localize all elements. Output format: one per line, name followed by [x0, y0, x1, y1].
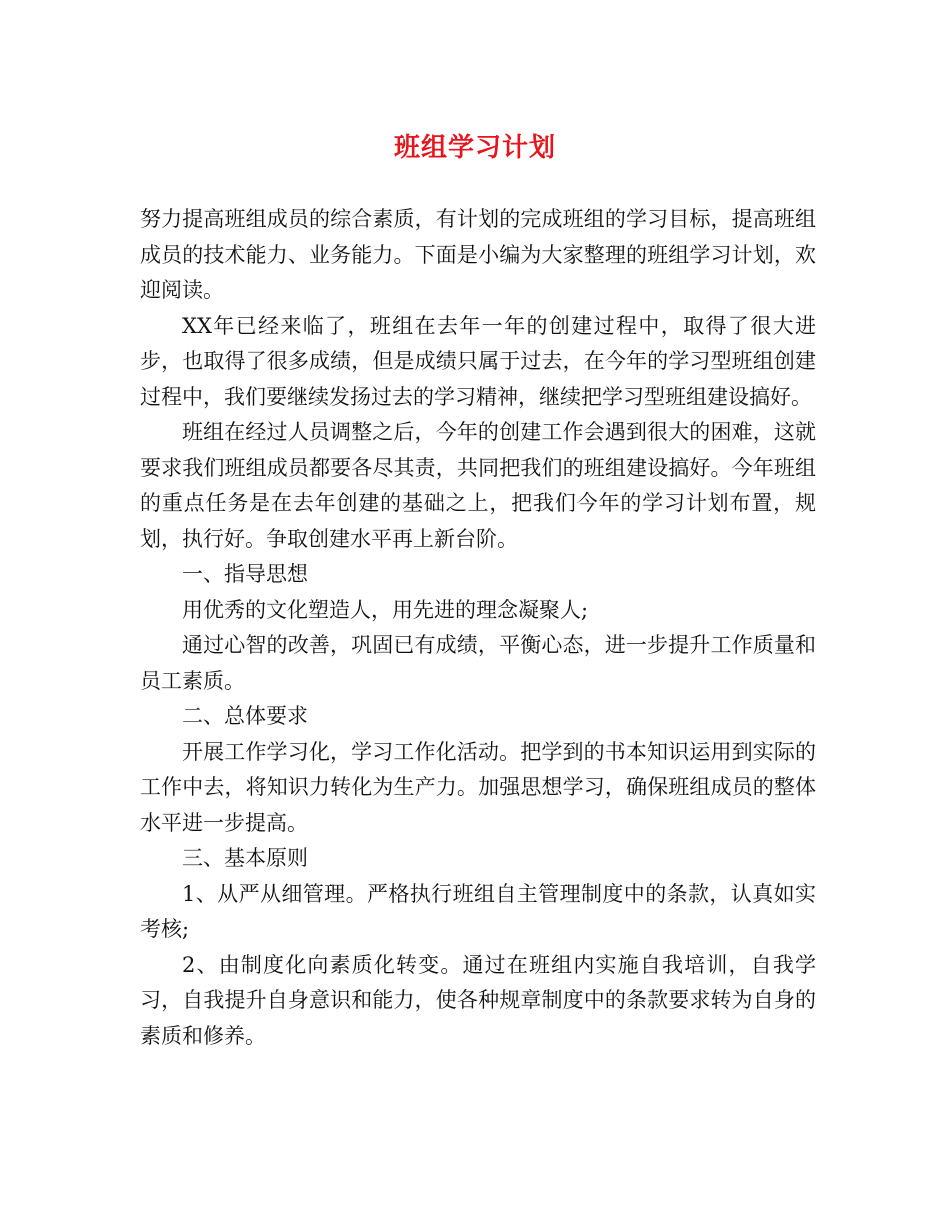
section-heading: 三、基本原则: [182, 846, 308, 870]
paragraph: 通过心智的改善，巩固已有成绩，平衡心态，进一步提升工作质量和员工素质。: [140, 633, 816, 693]
section-heading: 一、指导思想: [182, 562, 308, 586]
section-heading: 二、总体要求: [182, 704, 308, 728]
list-item: 2、由制度化向素质化转变。通过在班组内实施自我培训，自我学习，自我提升自身意识和能力，使各种规章制度中的条款要求转为自身的素质和修养。: [140, 952, 816, 1048]
paragraph-intro: 努力提高班组成员的综合素质，有计划的完成班组的学习目标，提高班组成员的技术能力、业务能力。下面是小编为大家整理的班组学习计划，欢迎阅读。: [140, 207, 816, 302]
paragraph: 开展工作学习化，学习工作化活动。把学到的书本知识运用到实际的工作中去，将知识力转化为生产力。加强思想学习，确保班组成员的整体水平进一步提高。: [140, 739, 816, 835]
document-title: 班组学习计划: [393, 133, 556, 163]
paragraph: 用优秀的文化塑造人，用先进的理念凝聚人;: [182, 597, 589, 622]
paragraph: XX年已经来临了，班组在去年一年的创建过程中，取得了很大进步，也取得了很多成绩，但是成绩只属于过去，在今年的学习型班组创建过程中，我们要继续发扬过去的学习精神，继续把学习型班组建设搞好。: [140, 313, 816, 409]
paragraph: 班组在经过人员调整之后，今年的创建工作会遇到很大的困难，这就要求我们班组成员都要各尽其责，共同把我们的班组建设搞好。今年班组的重点任务是在去年创建的基础之上，把我们今年的学习计划布置，规划，执行好。争取创建水平再上新台阶。: [140, 420, 816, 551]
list-item: 1、从严从细管理。严格执行班组自主管理制度中的条款，认真如实考核;: [140, 881, 816, 941]
document-body: [140, 202, 816, 1054]
